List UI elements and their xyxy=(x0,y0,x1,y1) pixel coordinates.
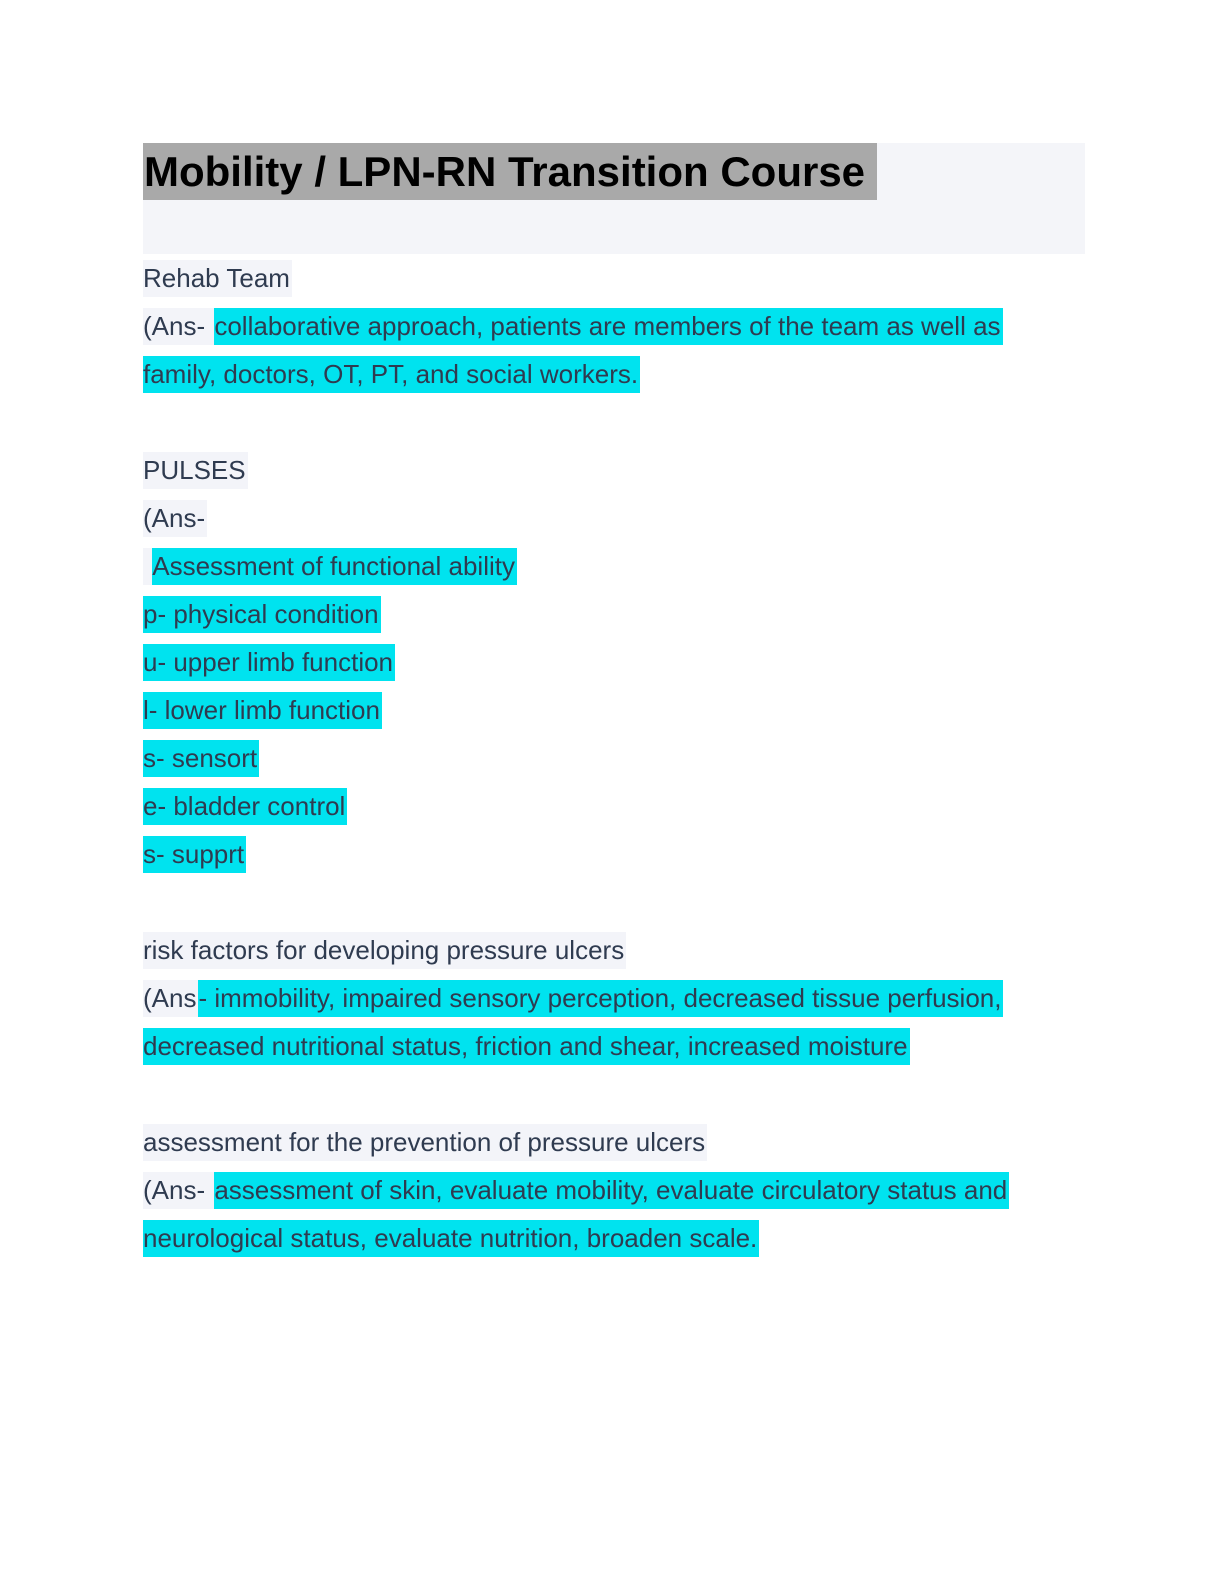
page-title: Mobility / LPN-RN Transition Course xyxy=(143,143,877,200)
answer-highlight: e- bladder control xyxy=(143,788,347,825)
qa-block xyxy=(143,926,1103,1070)
answer-highlight: s- supprt xyxy=(143,836,246,873)
answer-line xyxy=(143,590,1103,638)
question-line xyxy=(143,926,1103,974)
qa-block xyxy=(143,446,1103,878)
answer-prefix: (Ans xyxy=(143,980,198,1017)
answer-highlight: u- upper limb function xyxy=(143,644,395,681)
answer-prefix: (Ans- xyxy=(143,1172,214,1209)
answer-highlight: s- sensort xyxy=(143,740,259,777)
answer-line xyxy=(143,734,1103,782)
answer-line xyxy=(143,974,1103,1022)
question-line xyxy=(143,1118,1103,1166)
answer-line xyxy=(143,686,1103,734)
answer-highlight: family, doctors, OT, PT, and social workers. xyxy=(143,356,640,393)
answer-line xyxy=(143,638,1103,686)
document-content xyxy=(143,143,1103,1262)
answer-prefix: (Ans- xyxy=(143,308,214,345)
question-text: risk factors for developing pressure ulcers xyxy=(143,932,626,969)
answer-line xyxy=(143,542,1103,590)
answer-line xyxy=(143,1022,1103,1070)
question-text: PULSES xyxy=(143,452,248,489)
answer-highlight: - immobility, impaired sensory perception, decreased tissue perfusion, xyxy=(198,980,1003,1017)
answer-line xyxy=(143,830,1103,878)
answer-line xyxy=(143,1214,1103,1262)
answer-leading-space xyxy=(143,548,152,585)
answer-highlight: decreased nutritional status, friction and shear, increased moisture xyxy=(143,1028,910,1065)
qa-block xyxy=(143,254,1103,398)
question-text: assessment for the prevention of pressure ulcers xyxy=(143,1124,707,1161)
answer-line xyxy=(143,302,1103,350)
answer-line xyxy=(143,350,1103,398)
answer-prefix: (Ans- xyxy=(143,500,207,537)
answer-line xyxy=(143,782,1103,830)
answer-highlight: l- lower limb function xyxy=(143,692,382,729)
answer-highlight: collaborative approach, patients are members of the team as well as xyxy=(214,308,1002,345)
answer-highlight: p- physical condition xyxy=(143,596,381,633)
question-line xyxy=(143,446,1103,494)
answer-highlight: Assessment of functional ability xyxy=(152,548,517,585)
answer-line xyxy=(143,1166,1103,1214)
answer-highlight: assessment of skin, evaluate mobility, evaluate circulatory status and xyxy=(214,1172,1009,1209)
question-line xyxy=(143,254,1103,302)
question-text: Rehab Team xyxy=(143,260,292,297)
answer-highlight: neurological status, evaluate nutrition, broaden scale. xyxy=(143,1220,759,1257)
title-highlight-panel xyxy=(143,143,1085,254)
qa-block xyxy=(143,1118,1103,1262)
answer-line xyxy=(143,494,1103,542)
